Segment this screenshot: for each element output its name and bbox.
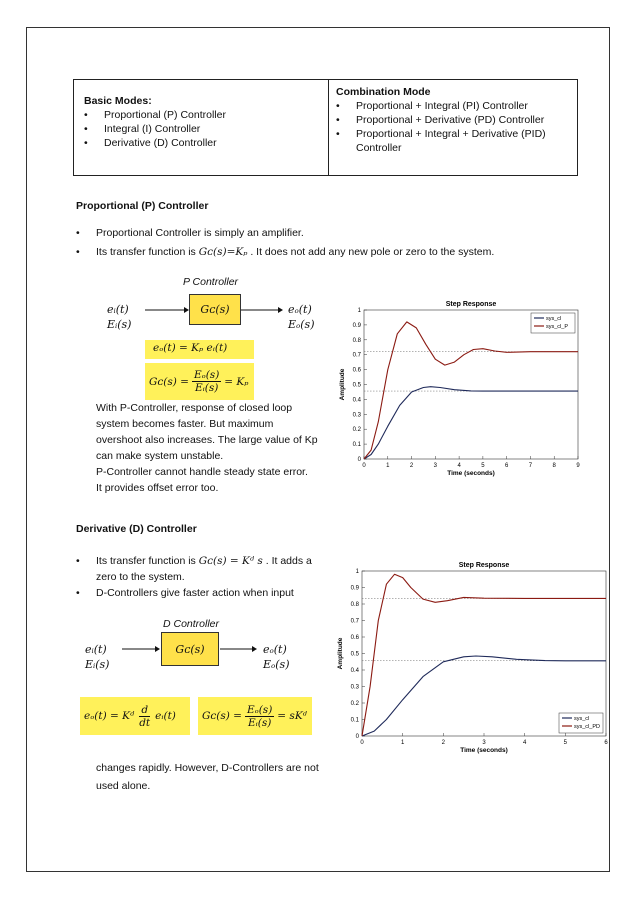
y-tick-label: 0.8 — [352, 337, 361, 344]
y-tick-label: 0.4 — [350, 668, 359, 674]
p-bullet-1: • Proportional Controller is simply an amplifier. — [76, 225, 596, 241]
x-tick-label: 0 — [360, 740, 364, 746]
d-transfer-equation — [198, 697, 312, 735]
d-input-time: eᵢ(t) — [85, 643, 107, 656]
p-eq-rhs: = Kₚ — [224, 375, 249, 388]
x-axis-label: Time (seconds) — [447, 470, 495, 477]
p-explanation-line: can make system unstable. — [96, 450, 224, 462]
p-input-signals — [107, 302, 131, 332]
chart-title: Step Response — [445, 301, 497, 308]
d-output-laplace: Eₒ(s) — [263, 658, 290, 671]
basic-mode-item: • Proportional (P) Controller — [84, 108, 328, 122]
d-step-response-chart — [330, 555, 615, 770]
y-tick-label: 0.1 — [352, 442, 361, 449]
y-tick-label: 0.2 — [352, 427, 361, 434]
d-bullet-1-cont: zero to the system. — [96, 571, 185, 583]
p-explanation-line: It provides offset error too. — [96, 482, 219, 494]
combination-mode-title: Combination Mode — [336, 86, 431, 98]
x-tick-label: 4 — [457, 463, 461, 469]
p-transfer-function: Gᴄ(s)=Kₚ — [198, 246, 248, 258]
x-tick-label: 6 — [504, 463, 509, 469]
basic-modes-cell — [74, 80, 329, 175]
chart-title: Step Response — [458, 562, 510, 569]
y-tick-label: 1 — [355, 569, 359, 575]
x-tick-label: 1 — [400, 740, 405, 746]
legend-label: sys_cl_P — [546, 324, 569, 330]
p-step-response-chart — [334, 296, 586, 486]
x-tick-label: 9 — [576, 463, 580, 469]
basic-modes-title: Basic Modes: — [84, 95, 152, 107]
y-tick-label: 0.6 — [350, 635, 359, 641]
combination-modes-list — [336, 99, 577, 155]
legend-label: sys_cl_PD — [574, 724, 600, 730]
d-transfer-function: Gᴄ(s) = Kᵈ s — [198, 555, 263, 567]
p-explanation-line: overshoot also increases. The large value of Kp — [96, 434, 318, 446]
basic-mode-item: • Integral (I) Controller — [84, 122, 328, 136]
x-tick-label: 3 — [482, 740, 486, 746]
x-tick-label: 0 — [362, 463, 366, 469]
x-tick-label: 1 — [386, 463, 390, 469]
d-explanation-line: changes rapidly. However, D-Controllers are not — [96, 762, 319, 774]
p-output-laplace: Eₒ(s) — [288, 318, 315, 331]
d-diagram-title: D Controller — [163, 618, 220, 630]
d-eq1-denominator: dt — [139, 716, 151, 729]
combination-modes-cell — [329, 80, 577, 175]
d-eq1-rhs: eᵢ(t) — [155, 710, 176, 722]
d-input-arrowhead — [155, 646, 160, 652]
y-tick-label: 0.7 — [352, 352, 361, 359]
y-tick-label: 0 — [357, 457, 361, 463]
legend-label: sys_cl — [574, 716, 590, 722]
p-output-arrowhead — [278, 307, 283, 313]
d-explanation — [96, 760, 356, 794]
p-output-signals — [288, 302, 315, 332]
y-axis-label: Amplitude — [339, 368, 346, 401]
x-axis-label: Time (seconds) — [460, 747, 508, 754]
d-eq2-numerator: Eₒ(s) — [247, 703, 273, 716]
y-tick-label: 0.3 — [352, 412, 361, 419]
d-time-equation — [80, 697, 190, 735]
p-bullet-2-pre: Its transfer function is — [96, 246, 199, 258]
y-tick-label: 0.1 — [350, 717, 359, 724]
x-tick-label: 4 — [522, 740, 527, 746]
d-eq2-fraction — [245, 704, 274, 729]
p-controller-block: Gᴄ(s) — [189, 294, 241, 325]
modes-table — [73, 79, 578, 176]
y-tick-label: 0.5 — [352, 382, 361, 389]
combination-mode-item: • Proportional + Integral (PI) Controller — [336, 99, 577, 113]
p-section-bullets — [76, 225, 596, 260]
p-input-time: eᵢ(t) — [107, 303, 129, 316]
p-eq-numerator: Eₒ(s) — [194, 369, 220, 381]
basic-mode-item: • Derivative (D) Controller — [84, 136, 328, 150]
x-tick-label: 6 — [604, 740, 608, 746]
d-eq1-numerator: d — [141, 703, 149, 716]
d-bullet-1 — [76, 553, 336, 585]
d-eq1-lhs: eₒ(t) = Kᵈ — [84, 710, 135, 722]
x-tick-label: 2 — [441, 740, 446, 746]
d-section-title: Derivative (D) Controller — [76, 523, 197, 535]
p-bullet-2-post: . It does not add any new pole or zero to the system. — [247, 246, 495, 258]
d-controller-block: Gᴄ(s) — [161, 632, 219, 666]
combination-mode-item-text: Proportional + Integral + Derivative (PID) — [356, 128, 546, 140]
d-explanation-line: used alone. — [96, 780, 151, 792]
y-tick-label: 0.6 — [352, 367, 361, 374]
y-tick-label: 0.9 — [350, 585, 359, 592]
x-tick-label: 5 — [563, 740, 568, 746]
d-eq2-rhs: = sKᵈ — [277, 710, 307, 722]
d-eq2-lhs: Gᴄ(s) = — [202, 710, 242, 722]
y-tick-label: 0.7 — [350, 618, 359, 625]
y-tick-label: 1 — [357, 308, 361, 314]
p-diagram-title: P Controller — [183, 276, 239, 288]
plot-area — [362, 571, 606, 736]
y-tick-label: 0.2 — [350, 701, 359, 707]
p-time-equation: eₒ(t) = Kₚ eᵢ(t) — [145, 340, 254, 359]
y-tick-label: 0.5 — [350, 651, 359, 658]
combination-mode-item — [336, 127, 577, 155]
basic-modes-list — [84, 108, 328, 150]
p-section-title: Proportional (P) Controller — [76, 200, 209, 212]
d-output-arrowhead — [252, 646, 257, 652]
d-output-time: eₒ(t) — [263, 643, 287, 656]
p-explanation-line: With P-Controller, response of closed loop — [96, 402, 293, 414]
legend-label: sys_cl — [546, 316, 562, 322]
p-explanation — [96, 400, 336, 496]
p-eq-fraction — [192, 369, 221, 394]
y-tick-label: 0.8 — [350, 602, 359, 608]
y-tick-label: 0.4 — [352, 397, 361, 404]
x-tick-label: 7 — [528, 463, 533, 469]
y-tick-label: 0 — [355, 734, 359, 740]
d-bullet-1-pre: Its transfer function is — [96, 555, 199, 567]
p-bullet-2 — [76, 244, 596, 260]
d-input-signals — [85, 642, 109, 672]
y-tick-label: 0.9 — [352, 322, 361, 329]
p-transfer-equation — [145, 363, 254, 400]
d-section-bullets — [76, 553, 336, 601]
p-input-laplace: Eᵢ(s) — [107, 318, 132, 331]
d-bullet-1-post: . It adds a — [262, 555, 312, 567]
x-tick-label: 5 — [481, 463, 485, 469]
x-tick-label: 8 — [552, 463, 556, 469]
x-tick-label: 2 — [409, 463, 414, 469]
p-explanation-line: system becomes faster. But maximum — [96, 418, 274, 430]
d-input-laplace: Eᵢ(s) — [85, 658, 110, 671]
p-explanation-line: P-Controller cannot handle steady state error. — [96, 466, 308, 478]
p-eq-denominator: Eᵢ(s) — [194, 382, 219, 394]
y-axis-label: Amplitude — [337, 637, 344, 670]
y-tick-label: 0.3 — [350, 684, 359, 691]
d-bullet-2: • D-Controllers give faster action when input — [76, 585, 336, 601]
p-eq-lhs: Gᴄ(s) = — [149, 375, 189, 388]
d-output-signals — [263, 642, 290, 672]
d-eq2-denominator: Eᵢ(s) — [247, 716, 272, 729]
combination-mode-item: • Proportional + Derivative (PD) Controller — [336, 113, 577, 127]
combination-mode-item-cont: Controller — [356, 142, 402, 154]
d-eq1-fraction — [137, 704, 152, 729]
x-tick-label: 3 — [433, 463, 438, 469]
p-output-time: eₒ(t) — [288, 303, 312, 316]
